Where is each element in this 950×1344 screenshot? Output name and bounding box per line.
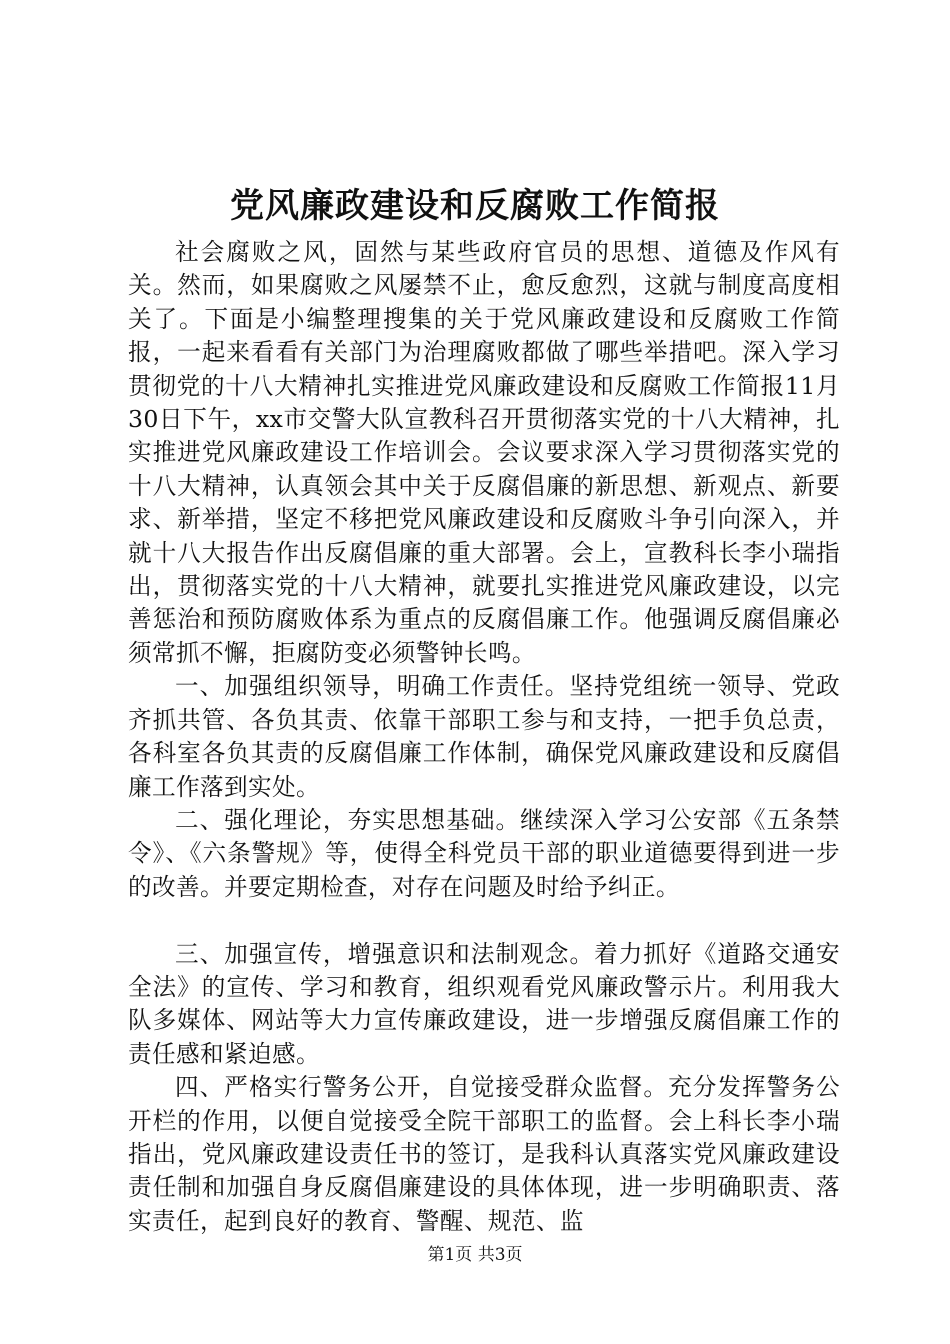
page-footer: 第1页 共3页 bbox=[427, 1245, 523, 1265]
paragraph-point-1: 一、加强组织领导，明确工作责任。坚持党组统一领导、党政齐抓共管、各负其责、依靠干部职工参与和支持，一把手负总责，各科室各负其责的反腐倡廉工作体制，确保党风廉政建设和反腐倡廉工作落到实处。 bbox=[128, 672, 840, 801]
paragraph-point-3: 三、加强宣传，增强意识和法制观念。着力抓好《道路交通安全法》的宣传、学习和教育，组织观看党风廉政警示片。利用我大队多媒体、网站等大力宣传廉政建设，进一步增强反腐倡廉工作的责任感和紧迫感。 bbox=[128, 939, 840, 1068]
paragraph-point-2: 二、强化理论，夯实思想基础。继续深入学习公安部《五条禁令》、《六条警规》等，使得全科党员干部的职业道德要得到进一步的改善。并要定期检查，对存在问题及时给予纠正。 bbox=[128, 805, 840, 901]
document-title: 党风廉政建设和反腐败工作简报 bbox=[230, 186, 720, 226]
paragraph-intro: 社会腐败之风，固然与某些政府官员的思想、道德及作风有关。然而，如果腐败之风屡禁不止，愈反愈烈，这就与制度高度相关了。下面是小编整理搜集的关于党风廉政建设和反腐败工作简报，一起来看看有关部门为治理腐败都做了哪些举措吧。深入学习贯彻党的十八大精神扎实推进党风廉政建设和反腐败工作简报11月30日下午，xx市交警大队宣教科召开贯彻落实党的十八大精神，扎实推进党风廉政建设工作培训会。会议要求深入学习贯彻落实党的十八大精神，认真领会其中关于反腐倡廉的新思想、新观点、新要求、新举措，坚定不移把党风廉政建设和反腐败斗争引向深入，并就十八大报告作出反腐倡廉的重大部署。会上，宣教科长李小瑞指出，贯彻落实党的十八大精神，就要扎实推进党风廉政建设，以完善惩治和预防腐败体系为重点的反腐倡廉工作。他强调反腐倡廉必须常抓不懈，拒腐防变必须警钟长鸣。 bbox=[128, 238, 840, 667]
paragraph-point-4: 四、严格实行警务公开，自觉接受群众监督。充分发挥警务公开栏的作用，以便自觉接受全院干部职工的监督。会上科长李小瑞指出，党风廉政建设责任书的签订，是我科认真落实党风廉政建设责任制和加强自身反腐倡廉建设的具体体现，进一步明确职责、落实责任，起到良好的教育、警醒、规范、监 bbox=[128, 1073, 840, 1235]
document-body bbox=[128, 236, 840, 1238]
